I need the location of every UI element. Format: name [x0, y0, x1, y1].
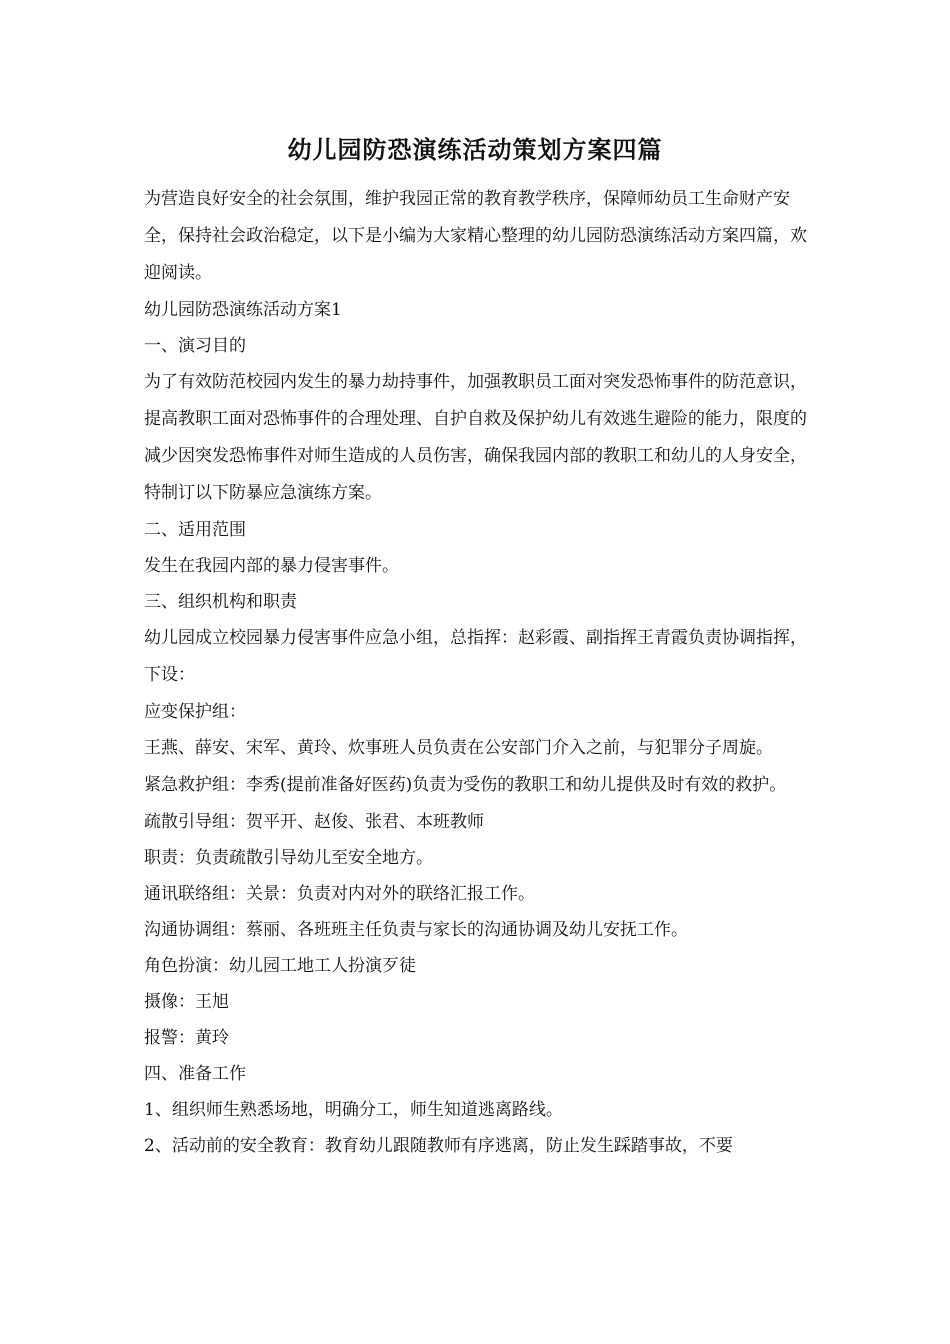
paragraph-evacuation-duty: 职责：负责疏散引导幼儿至安全地方。 [144, 848, 433, 868]
document-title: 幼儿园防恐演练活动策划方案四篇 [287, 135, 663, 164]
paragraph-communication-group: 通讯联络组：关景：负责对内对外的联络汇报工作。 [144, 884, 535, 904]
paragraph-preparation-2: 2、活动前的安全教育：教育幼儿跟随教师有序逃离，防止发生踩踏事故，不要 [144, 1136, 733, 1156]
paragraph-organization: 幼儿园成立校园暴力侵害事件应急小组，总指挥：赵彩霞、副指挥王青霞负责协调指挥，下设： [144, 628, 807, 685]
paragraph-scope: 发生在我园内部的暴力侵害事件。 [144, 556, 399, 576]
document-body [144, 181, 812, 1164]
paragraph-role-play: 角色扮演：幼儿园工地工人扮演歹徒 [144, 956, 416, 976]
paragraph-evacuation-group: 疏散引导组：贺平开、赵俊、张君、本班教师 [144, 812, 484, 832]
paragraph-protection-group: 王燕、薛安、宋军、黄玲、炊事班人员负责在公安部门介入之前，与犯罪分子周旋。 [144, 738, 773, 758]
paragraph-alarm: 报警：黄玲 [144, 1028, 229, 1048]
paragraph-rescue-group: 紧急救护组：李秀(提前准备好医药)负责为受伤的教职工和幼儿提供及时有效的救护。 [144, 775, 787, 795]
heading-scope: 二、适用范围 [144, 520, 246, 540]
paragraph-camera: 摄像：王旭 [144, 992, 229, 1012]
section-heading-plan-1: 幼儿园防恐演练活动方案1 [144, 300, 342, 320]
heading-purpose: 一、演习目的 [144, 336, 246, 356]
heading-preparation: 四、准备工作 [144, 1064, 246, 1084]
heading-organization: 三、组织机构和职责 [144, 592, 297, 612]
paragraph-coordination-group: 沟通协调组：蔡丽、各班班主任负责与家长的沟通协调及幼儿安抚工作。 [144, 920, 688, 940]
label-protection-group: 应变保护组： [144, 702, 246, 722]
intro-paragraph: 为营造良好安全的社会氛围，维护我园正常的教育教学秩序，保障师幼员工生命财产安全，保持社会政治稳定，以下是小编为大家精心整理的幼儿园防恐演练活动方案四篇，欢迎阅读。 [144, 189, 807, 283]
paragraph-purpose: 为了有效防范校园内发生的暴力劫持事件，加强教职员工面对突发恐怖事件的防范意识，提高教职工面对恐怖事件的合理处理、自护自救及保护幼儿有效逃生避险的能力，限度的减少因突发恐怖事件对师生造成的人员伤害，确保我园内部的教职工和幼儿的人身安全，特制订以下防暴应急演练方案。 [144, 372, 807, 503]
paragraph-preparation-1: 1、组织师生熟悉场地，明确分工，师生知道逃离路线。 [144, 1100, 563, 1120]
